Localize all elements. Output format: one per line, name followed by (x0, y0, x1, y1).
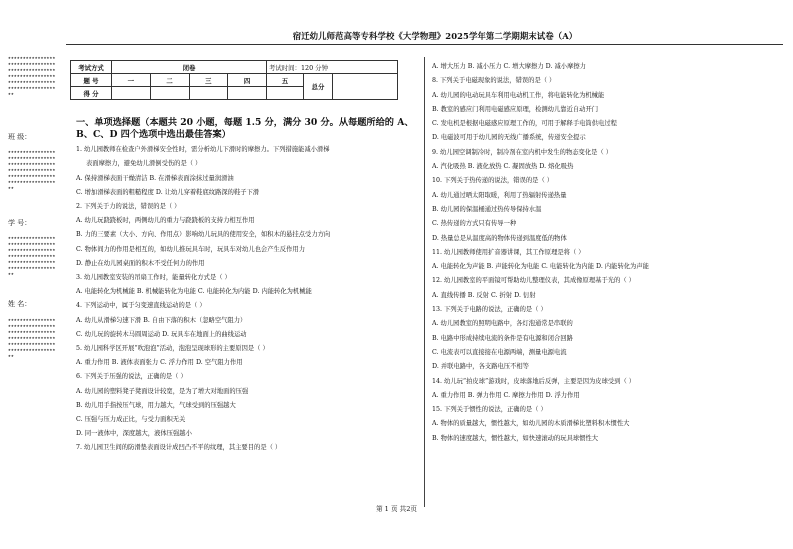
question-line: B. 教室的感应门利用电磁感应原理，检测幼儿靠近自动开门 (432, 105, 599, 113)
question-line: D. 静止在幼儿园桌面的积木不受任何力的作用 (76, 259, 205, 267)
question-line: D. 同一液体中，深度越大，液体压强越小 (76, 430, 192, 438)
question-line: A. 物体的质量越大，惯性越大，如幼儿园的木质滑梯比塑料积木惯性大 (432, 420, 630, 428)
question-line: C. 压强与压力成正比，与受力面积无关 (76, 415, 186, 423)
question-line: B. 物体的速度越大，惯性越大，如快速滚动的玩具球惯性大 (432, 434, 599, 442)
score-cell[interactable] (150, 87, 189, 100)
score-cell[interactable] (267, 87, 304, 100)
column-header: 二 (150, 74, 189, 87)
question-line: B. 电路中形成持续电流的条件是有电源和闭合回路 (432, 334, 573, 342)
question-line: A. 重力作用 B. 液体表面张力 C. 浮力作用 D. 空气阻力作用 (76, 359, 243, 367)
questions-right-column (432, 63, 782, 449)
question-line: A. 电能转化为机械能 B. 机械能转化为电能 C. 电能转化为内能 D. 内能转化为机械能 (76, 288, 312, 296)
question-line: 2. 下列关于力的说法，错误的是（ ） (76, 202, 181, 210)
question-line: 14. 幼儿玩“拍皮球”游戏时，皮球落地后反弹，主要是因为皮球受到（ ） (432, 377, 636, 385)
question-line: A. 电能转化为声能 B. 声能转化为电能 C. 电能转化为内能 D. 内能转化为声能 (432, 263, 649, 271)
exam-mode-value: 闭卷 (112, 61, 267, 74)
question-line: 1. 幼儿园教师在检查户外滑梯安全性时，需分析幼儿下滑时的摩擦力。下列措施能减小滑梯 (76, 146, 330, 154)
question-line: C. 发电机是根据电磁感应原理工作的，可用于解释手电筒供电过程 (432, 120, 617, 128)
column-header: 一 (112, 74, 151, 87)
question-line: C. 物体间力的作用是相互的，如幼儿推玩具车时，玩具车对幼儿也会产生反作用力 (76, 245, 305, 253)
question-line: 7. 幼儿园卫生间的防滑垫表面设计成凹凸不平的纹理，其主要目的是（ ） (76, 444, 282, 452)
exam-mode-label: 考试方式 (71, 61, 112, 74)
question-line: A. 汽化吸热 B. 液化放热 C. 凝固放热 D. 熔化吸热 (432, 163, 574, 171)
score-table (70, 60, 398, 100)
question-line: 8. 下列关于电磁现象的说法，错误的是（ ） (432, 77, 556, 85)
column-header: 五 (267, 74, 304, 87)
margin-stars: ★★★★★★★★★★★★★★★★★★★★★★★★★★★★★★★★★★★★★★★★★★★★★★★★★★★★★★★★★★★★★★★★★★★★★★★★★★★★★★★★★★★★★★★★★★★★★★★★★★ (8, 236, 56, 277)
question-line: A. 增大压力 B. 减小压力 C. 增大摩擦力 D. 减小摩擦力 (432, 63, 586, 70)
question-line: 4. 下列运动中，属于匀变速直线运动的是（ ） (76, 302, 206, 310)
margin-stars: ★★★★★★★★★★★★★★★★★★★★★★★★★★★★★★★★★★★★★★★★★★★★★★★★★★★★★★★★★★★★★★★★★★★★★★★★★★★★★★★★★★★★★★★★★★★★★★★★★★ (8, 56, 56, 97)
question-line: B. 力的三要素（大小、方向、作用点）影响幼儿玩具的使用安全，如积木的悬挂点受力方向 (76, 231, 331, 239)
header-rule (66, 44, 783, 45)
binding-margin (8, 56, 58, 511)
question-line: C. 热传递的方式只有传导一种 (432, 220, 517, 228)
total-score-cell[interactable] (333, 74, 398, 100)
student-id-label: 学 号： (8, 219, 32, 227)
question-line: D. 电磁波可用于幼儿园的无线广播系统，传递安全提示 (432, 134, 586, 142)
question-line: 10. 下列关于热传递的说法，错误的是（ ） (432, 177, 554, 185)
question-line: A. 幼儿园的电动玩具车利用电动机工作，将电能转化为机械能 (432, 91, 605, 99)
column-header: 四 (228, 74, 267, 87)
question-line: D. 并联电路中，各支路电压不相等 (432, 363, 529, 371)
column-divider (424, 57, 425, 507)
score-cell[interactable] (189, 87, 228, 100)
question-no-label: 题 号 (71, 74, 112, 87)
question-line: A. 幼儿通过晒太阳取暖，利用了热辐射传递热量 (432, 191, 567, 199)
question-line: A. 幼儿从滑梯匀速下滑 B. 自由下落的积木（忽略空气阻力） (76, 316, 247, 324)
question-line: A. 幼儿玩跷跷板时，两侧幼儿的重力与跷跷板的支持力相互作用 (76, 217, 255, 225)
question-line: 12. 幼儿园教室的平面镜可帮助幼儿整理仪表，其成像原理基于光的（ ） (432, 277, 635, 285)
question-line: D. 热量总是从温度高的物体传递到温度低的物体 (432, 234, 567, 242)
total-label: 总分 (304, 74, 333, 100)
question-line: 11. 幼儿园教师使用扩音器讲课，其工作原理是将（ ） (432, 248, 585, 256)
question-line: 5. 幼儿园科学区开展“吹泡泡”活动，泡泡呈现球形的主要原因是（ ） (76, 344, 269, 352)
class-label: 班 级： (8, 133, 32, 141)
margin-stars: ★★★★★★★★★★★★★★★★★★★★★★★★★★★★★★★★★★★★★★★★★★★★★★★★★★★★★★★★★★★★★★★★★★★★★★★★★★★★★★★★★★★★★★★★★★★★★★★★★★ (8, 150, 56, 191)
question-line: 9. 幼儿园空调制冷时，制冷剂在室内机中发生的物态变化是（ ） (432, 148, 613, 156)
column-header: 三 (189, 74, 228, 87)
question-line: 6. 下列关于压强的说法，正确的是（ ） (76, 373, 187, 381)
question-line: C. 幼儿玩的旋转木马圆周运动 D. 玩具车在地面上的曲线运动 (76, 330, 247, 338)
question-line: A. 幼儿园教室的照明电路中，各灯泡通常是串联的 (432, 320, 573, 328)
question-line: C. 增加滑梯表面的粗糙程度 D. 让幼儿穿着鞋底纹路深的鞋子下滑 (76, 188, 260, 196)
question-line: A. 保持滑梯表面干燥清洁 B. 在滑梯表面涂抹过量润滑油 (76, 174, 234, 182)
exam-title: 宿迁幼儿师范高等专科学校《大学物理》2025学年第二学期期末试卷（A） (292, 31, 578, 41)
question-line: B. 幼儿用手指按压气球，用力越大，气球受到的压强越大 (76, 401, 236, 409)
question-line: B. 幼儿园的保温桶通过热传导保持水温 (432, 205, 542, 213)
question-line: 13. 下列关于电路的说法，正确的是（ ） (432, 306, 547, 314)
margin-stars: ★★★★★★★★★★★★★★★★★★★★★★★★★★★★★★★★★★★★★★★★★★★★★★★★★★★★★★★★★★★★★★★★★★★★★★★★★★★★★★★★★★★★★★★★★★★★★★★★★★ (8, 318, 56, 359)
question-line: 3. 幼儿园教室安装的吊扇工作时，能量转化方式是（ ） (76, 273, 231, 281)
question-line: C. 电流表可以直接接在电源两端，测量电源电流 (432, 348, 567, 356)
page-footer: 第 1 页 共2页 (375, 505, 418, 513)
exam-time: 考试时间：120 分钟 (267, 61, 398, 74)
question-line: 表面摩擦力，避免幼儿滑倒受伤的是（ ） (86, 160, 202, 168)
question-line: A. 幼儿园的塑料凳子凳面设计较宽，是为了增大对地面的压强 (76, 387, 249, 395)
score-cell[interactable] (228, 87, 267, 100)
questions-left-column (76, 143, 416, 459)
score-cell[interactable] (112, 87, 151, 100)
question-line: A. 直线传播 B. 反射 C. 折射 D. 衍射 (432, 291, 536, 299)
name-label: 姓 名： (8, 300, 32, 308)
score-label: 得 分 (71, 87, 112, 100)
question-line: 15. 下列关于惯性的说法，正确的是（ ） (432, 406, 547, 414)
question-line: A. 重力作用 B. 弹力作用 C. 摩擦力作用 D. 浮力作用 (432, 391, 580, 399)
section-title: 一、单项选择题（本题共 20 小题，每题 1.5 分，满分 30 分。从每题所给的 A、B、C、D 四个选项中选出最佳答案） (76, 117, 414, 140)
